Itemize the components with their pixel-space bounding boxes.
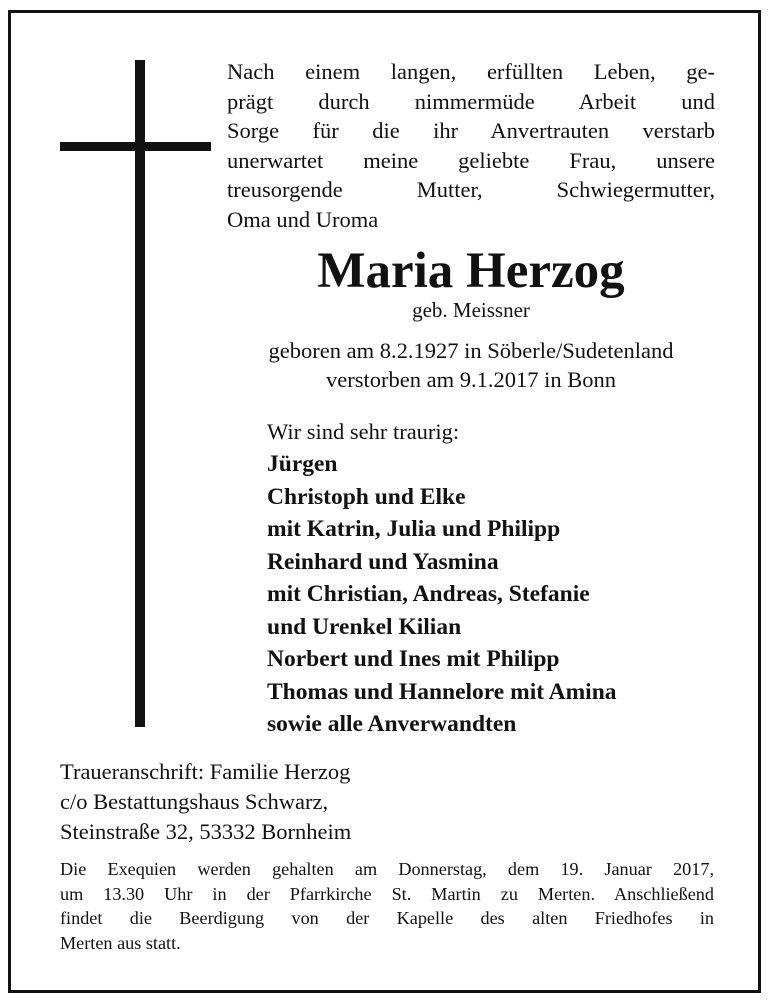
death-date: verstorben am 9.1.2017 in Bonn xyxy=(326,367,616,392)
mourning-address xyxy=(60,757,540,847)
address-line: Steinstraße 32, 53332 Bornheim xyxy=(60,819,352,844)
funeral-info-line: um 13.30 Uhr in der Pfarrkirche St. Martin zu Merten. Anschließend xyxy=(60,883,714,904)
funeral-info-line: Die Exequien werden gehalten am Donnerstag, dem 19. Januar 2017, xyxy=(60,859,714,879)
maiden-name: geb. Meissner xyxy=(412,298,530,322)
obituary-frame xyxy=(8,10,761,993)
address-line: c/o Bestattungshaus Schwarz, xyxy=(60,789,329,814)
mourner-name: Thomas und Hannelore mit Amina xyxy=(267,678,617,705)
mourners-heading: Wir sind sehr traurig: xyxy=(267,419,460,444)
intro-line: unerwartet meine geliebte Frau, unsere xyxy=(227,147,715,173)
address-line: Traueranschrift: Familie Herzog xyxy=(60,759,351,784)
funeral-info-line: findet die Beerdigung von der Kapelle des alten Friedhofes in xyxy=(60,908,714,928)
intro-line: Oma und Uroma xyxy=(227,206,379,232)
mourner-name: Norbert und Ines mit Philipp xyxy=(267,646,560,672)
mourner-name: Jürgen xyxy=(267,451,338,477)
mourner-name: Christoph und Elke xyxy=(267,483,466,510)
funeral-info xyxy=(60,857,714,955)
mourners-block xyxy=(267,416,737,741)
deceased-name: Maria Herzog xyxy=(317,243,625,299)
birth-date: geboren am 8.2.1927 in Söberle/Sudetenland xyxy=(268,338,674,363)
intro-text xyxy=(227,57,715,234)
mourner-name: Reinhard und Yasmina xyxy=(267,548,499,575)
mourner-name: mit Katrin, Julia und Philipp xyxy=(267,516,561,542)
intro-line: treusorgende Mutter, Schwiegermutter, xyxy=(227,177,715,202)
mourner-name: sowie alle Anverwandten xyxy=(267,711,517,737)
life-dates xyxy=(221,336,721,394)
intro-line: Nach einem langen, erfüllten Leben, ge- xyxy=(227,59,715,84)
mourner-name: und Urenkel Kilian xyxy=(267,613,462,640)
intro-line: prägt durch nimmermüde Arbeit und xyxy=(227,88,715,114)
cross-icon-vertical-bar xyxy=(135,60,145,727)
intro-line: Sorge für die ihr Anvertrauten verstarb xyxy=(227,118,715,143)
funeral-info-line: Merten aus statt. xyxy=(60,932,181,953)
mourner-name: mit Christian, Andreas, Stefanie xyxy=(267,581,590,607)
cross-icon-horizontal-bar xyxy=(60,142,211,151)
mourners-list xyxy=(267,448,737,741)
